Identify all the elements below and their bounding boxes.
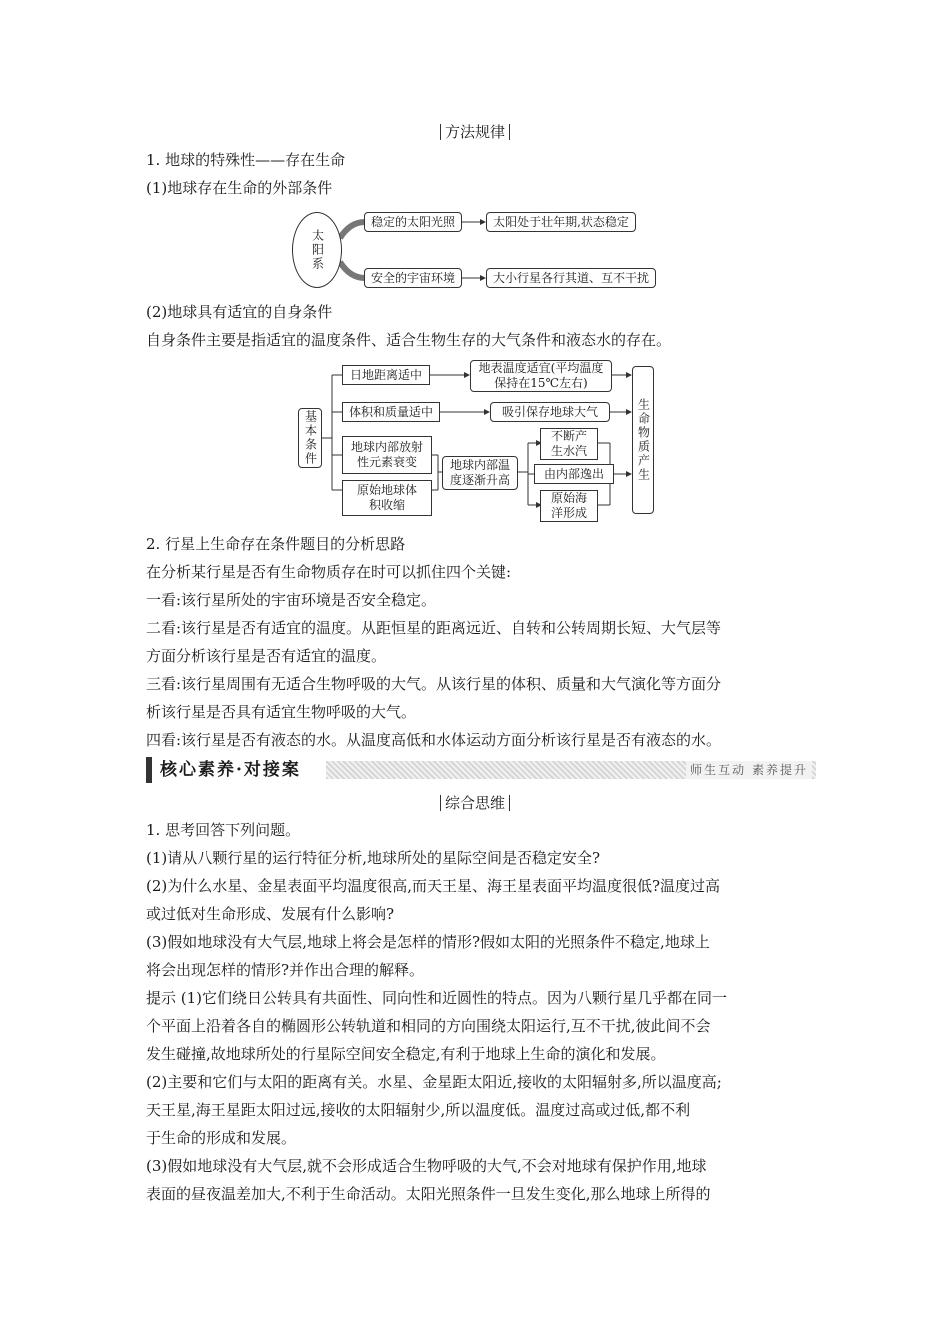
answer-2-line1: (2)主要和它们与太阳的距离有关。水星、金星距太阳近,接收的太阳辐射多,所以温度高;	[146, 1073, 722, 1091]
answer-2-line2: 天王星,海王星距太阳过远,接收的太阳辐射少,所以温度低。温度过高或过低,都不利	[146, 1101, 691, 1119]
diagram2-c1: 日地距离适中	[342, 365, 430, 385]
banner-right-label: 师生互动 素养提升	[686, 761, 812, 779]
subheading-2: (2)地球具有适宜的自身条件	[146, 303, 333, 321]
answer-1-line3: 发生碰撞,故地球所处的行星际空间安全稳定,有利于地球上生命的演化和发展。	[146, 1045, 666, 1063]
paragraph-self-conditions: 自身条件主要是指适宜的温度条件、适合生物生存的大气条件和液态水的存在。	[146, 331, 672, 349]
heading-1: 1. 地球的特殊性——存在生命	[146, 151, 346, 169]
answer-1-line2: 个平面上沿着各自的椭圆形公转轨道和相同的方向围绕太阳运行,互不干扰,彼此间不会	[146, 1017, 711, 1035]
answer-2-line3: 于生命的形成和发展。	[146, 1129, 297, 1147]
heading-2: 2. 行星上生命存在条件题目的分析思路	[146, 535, 406, 553]
diagram1-branch2-result: 大小行星各行其道、互不干扰	[486, 268, 656, 288]
diagram2-mid: 地球内部温度逐渐升高	[442, 456, 518, 490]
question-3-line1: (3)假如地球没有大气层,地球上将会是怎样的情形?假如太阳的光照条件不稳定,地球上	[146, 933, 710, 951]
section-title-text: 综合思维	[440, 795, 510, 811]
core-literacy-banner	[146, 757, 816, 783]
diagram2-w2: 由内部逸出	[534, 464, 614, 484]
answer-1-line1: 提示 (1)它们绕日公转具有共面性、同向性和近圆性的特点。因为八颗行星几乎都在同一	[146, 989, 728, 1007]
question-2-line1: (2)为什么水星、金星表面平均温度很高,而天王星、海王星表面平均温度很低?温度过高	[146, 877, 721, 895]
diagram2-w1: 不断产生水汽	[540, 428, 598, 460]
paragraph-third-look-1: 三看:该行星周围有无适合生物呼吸的大气。从该行星的体积、质量和大气演化等方面分	[146, 675, 722, 693]
diagram2-c2: 体积和质量适中	[342, 402, 440, 422]
paragraph-second-look-1: 二看:该行星是否有适宜的温度。从距恒星的距离远近、自转和公转周期长短、大气层等	[146, 619, 722, 637]
diagram1-branch2: 安全的宇宙环境	[364, 268, 462, 288]
answer-3-line2: 表面的昼夜温差加大,不利于生命活动。太阳光照条件一旦发生变化,那么地球上所得的	[146, 1185, 711, 1203]
diagram2-c4: 原始地球体积收缩	[342, 480, 432, 516]
paragraph-second-look-2: 方面分析该行星是否有适宜的温度。	[146, 647, 387, 665]
diagram2-final: 生命物质产生	[632, 366, 654, 514]
question-heading: 1. 思考回答下列问题。	[146, 821, 301, 839]
diagram1-branch1-result: 太阳处于壮年期,状态稳定	[486, 212, 636, 232]
diagram2-w3: 原始海洋形成	[540, 490, 598, 522]
question-3-line2: 将会出现怎样的情形?并作出合理的解释。	[146, 961, 425, 979]
diagram2-root: 基本条件	[298, 408, 322, 468]
question-1: (1)请从八颗行星的运行特征分析,地球所处的星际空间是否稳定安全?	[146, 849, 601, 867]
paragraph-fourth-look: 四看:该行星是否有液态的水。从温度高低和水体运动方面分析该行星是否有液态的水。	[146, 731, 722, 749]
subheading-1: (1)地球存在生命的外部条件	[146, 179, 333, 197]
question-2-line2: 或过低对生命形成、发展有什么影响?	[146, 905, 395, 923]
section-title-text: 方法规律	[440, 124, 510, 140]
diagram1-center: 太阳系	[292, 212, 342, 288]
diagram2-c2-result: 吸引保存地球大气	[490, 402, 610, 422]
answer-3-line1: (3)假如地球没有大气层,就不会形成适合生物呼吸的大气,不会对地球有保护作用,地球	[146, 1157, 707, 1175]
paragraph-first-look: 一看:该行星所处的宇宙环境是否安全稳定。	[146, 591, 437, 609]
section-title-thinking	[0, 793, 950, 813]
diagram2-c3: 地球内部放射性元素衰变	[342, 436, 432, 474]
paragraph-third-look-2: 析该行星是否具有适宜生物呼吸的大气。	[146, 703, 417, 721]
paragraph-keys: 在分析某行星是否有生命物质存在时可以抓住四个关键:	[146, 563, 512, 581]
banner-label: 核心素养·对接案	[146, 757, 309, 783]
diagram2-c1-result: 地表温度适宜(平均温度保持在15℃左右)	[470, 360, 612, 392]
diagram1-branch1: 稳定的太阳光照	[364, 212, 462, 232]
